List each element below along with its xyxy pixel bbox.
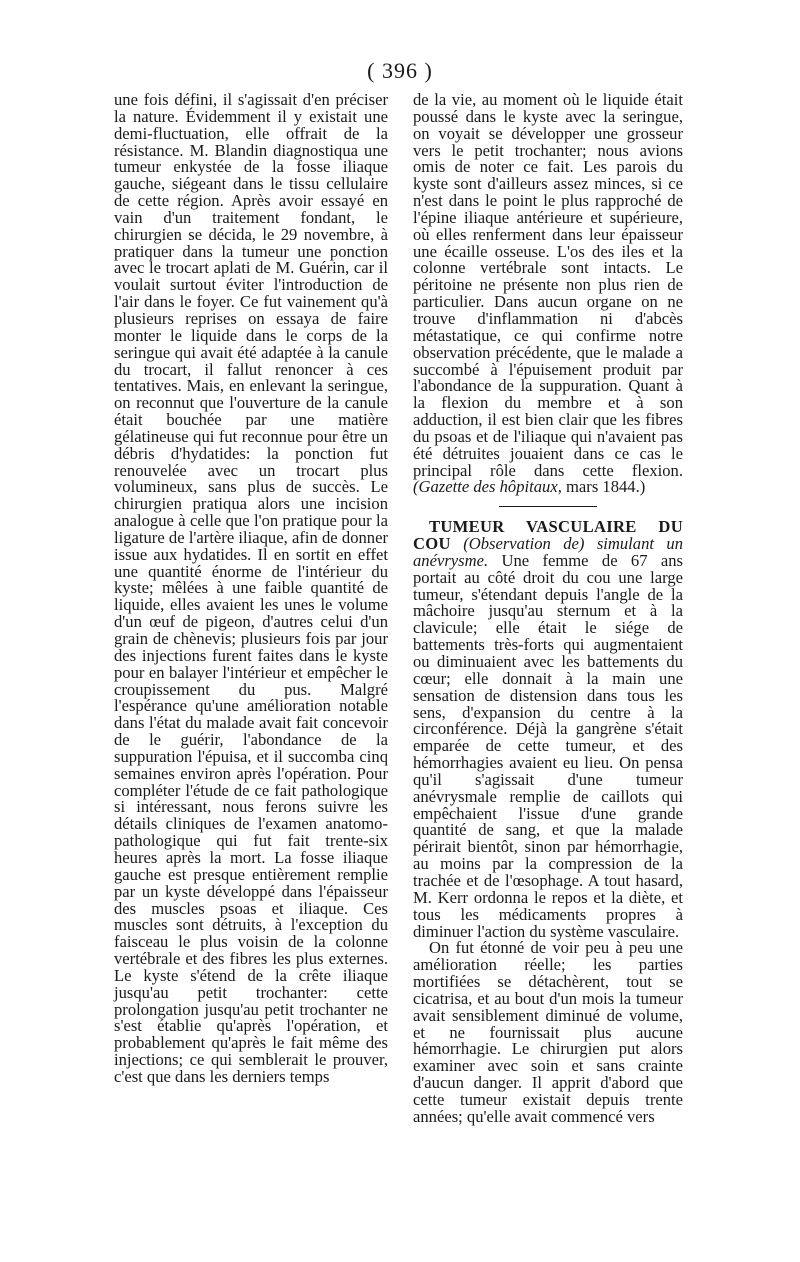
section-divider — [499, 506, 597, 507]
citation-date: mars 1844.) — [566, 477, 646, 497]
article-subtitle: (Observation de) simulant un anévrysme. — [413, 534, 684, 570]
right-column-paragraph-3: On fut étonné de voir peu à peu une amélioration réelle; les parties mortifiées se détachèrent, tout se cicatrisa, et au bout d'un mois la tumeur avait sensiblement diminué de volume, et ne fournissait plus aucune hémorrhagie. Le chirurgien put alors examiner avec soin et sans crainte d'aucun danger. Il apprit d'abord que cette tumeur existait depuis trente années; qu'elle avait commencé vers — [413, 938, 683, 1126]
article-title: TUMEUR VASCULAIRE DU COU — [413, 517, 683, 554]
paragraph-2-text: Une femme de 67 ans portait au côté droit du cou une large tumeur, s'étendant depuis l'angle de la mâchoire jusqu'au sternum et à la clavicule; elle était le siége de battements très-forts qui augmentaient ou diminuaient avec les battements du cœur; elle donnait à la main une sensation de distension dans tous les sens, d'expansion du centre à la circonférence. Déjà la gangrène s'était emparée de cette tumeur, et des hémorrhagies avaient eu lieu. On pensa qu'il s'agissait d'une tumeur anévrysmale remplie de caillots qui empêchaient l'issue d'une grande quantité de sang, et que la malade périrait bientôt, sinon par hémorrhagie, au moins par la compression de la trachée et de l'œsophage. A tout hasard, M. Kerr ordonna le repos et la diète, et tous les médicaments propres à diminuer l'action du système vasculaire. — [413, 550, 683, 941]
page-number: ( 396 ) — [367, 58, 433, 83]
article-heading — [413, 519, 683, 940]
paragraph-1-text: de la vie, au moment où le liquide était poussé dans le kyste avec la seringue, on voyait se développer une grosseur vers le petit trochanter; nous avions omis de noter ce fait. Les parois du kyste sont d'ailleurs assez minces, si ce n'est dans le point le plus rapproché de l'épine iliaque antérieure et supérieure, où elles renferment dans leur épaisseur une écaille osseuse. L'os des iles et la colonne vertébrale sont intacts. Le péritoine ne présente non plus rien de particulier. Dans aucun organe on ne trouve d'inflammation ni d'abcès métastatique, ce qui confirme notre observation précédente, que le malade a succombé à l'épuisement produit par l'abondance de la suppuration. Quant à la flexion du membre et à son adduction, il est bien clair que les fibres du psoas et de l'iliaque qui n'avaient pas été détruites jouaient dans ce cas le principal rôle dans cette flexion. — [413, 90, 683, 480]
right-column-paragraph-1 — [413, 92, 683, 496]
right-column — [413, 92, 683, 1126]
left-column-text: une fois défini, il s'agissait d'en préciser la nature. Évidemment il y existait une demi-fluctuation, elle offrait de la résistance. M. Blandin diagnostiqua une tumeur enkystée de la fosse iliaque gauche, siégeant dans le tissu cellulaire de cette région. Après avoir essayé en vain d'un traitement fondant, le chirurgien se décida, le 29 novembre, à pratiquer dans la tumeur une ponction avec le trocart aplati de M. Guérin, car il voulait surtout éviter l'introduction de l'air dans le foyer. Ce fut vainement qu'à plusieurs reprises on essaya de faire monter le liquide dans le corps de la seringue qui avait été adaptée à la canule du trocart, il fallut renoncer à ces tentatives. Mais, en enlevant la seringue, on reconnut que l'ouverture de la canule était bouchée par une matière gélatineuse qui fut reconnue pour être un débris d'hydatides: la ponction fut renouvelée avec un trocart plus volumineux, sans plus de succès. Le chirurgien pratiqua alors une incision analogue à celle que l'on pratique pour la ligature de l'artère iliaque, afin de donner issue aux hydatides. Il en sortit en effet une quantité énorme de l'intérieur du kyste; mêlées à une faible quantité de liquide, elles avaient les unes le volume d'un œuf de pigeon, d'autres celui d'un grain de chènevis; plusieurs fois par jour des injections furent faites dans le kyste pour en balayer l'intérieur et empêcher le croupissement du pus. Malgré l'espérance qu'une amélioration notable dans l'état du malade avait fait concevoir de le guérir, l'abondance de la suppuration l'épuisa, et il succomba cinq semaines environ après l'opération. Pour compléter l'étude de ce fait pathologique si intéressant, nous ferons suivre les détails cliniques de l'examen anatomo-pathologique qui fut fait trente-six heures après la mort. La fosse iliaque gauche est presque entièrement remplie par un kyste développé dans l'épaisseur des muscles psoas et iliaque. Ces muscles sont détruits, à l'exception du faisceau le plus voisin de la colonne vertébrale et des fibres les plus externes. Le kyste s'étend de la crête iliaque jusqu'au petit trochanter: cette prolongation jusqu'au petit trochanter ne s'est établie qu'après l'opération, et probablement qu'après le fait même des injections; ce qui semblerait le prouver, c'est que dans les derniers temps — [114, 90, 388, 1086]
left-column — [114, 92, 388, 1086]
citation-source: (Gazette des hôpitaux, — [413, 477, 562, 497]
